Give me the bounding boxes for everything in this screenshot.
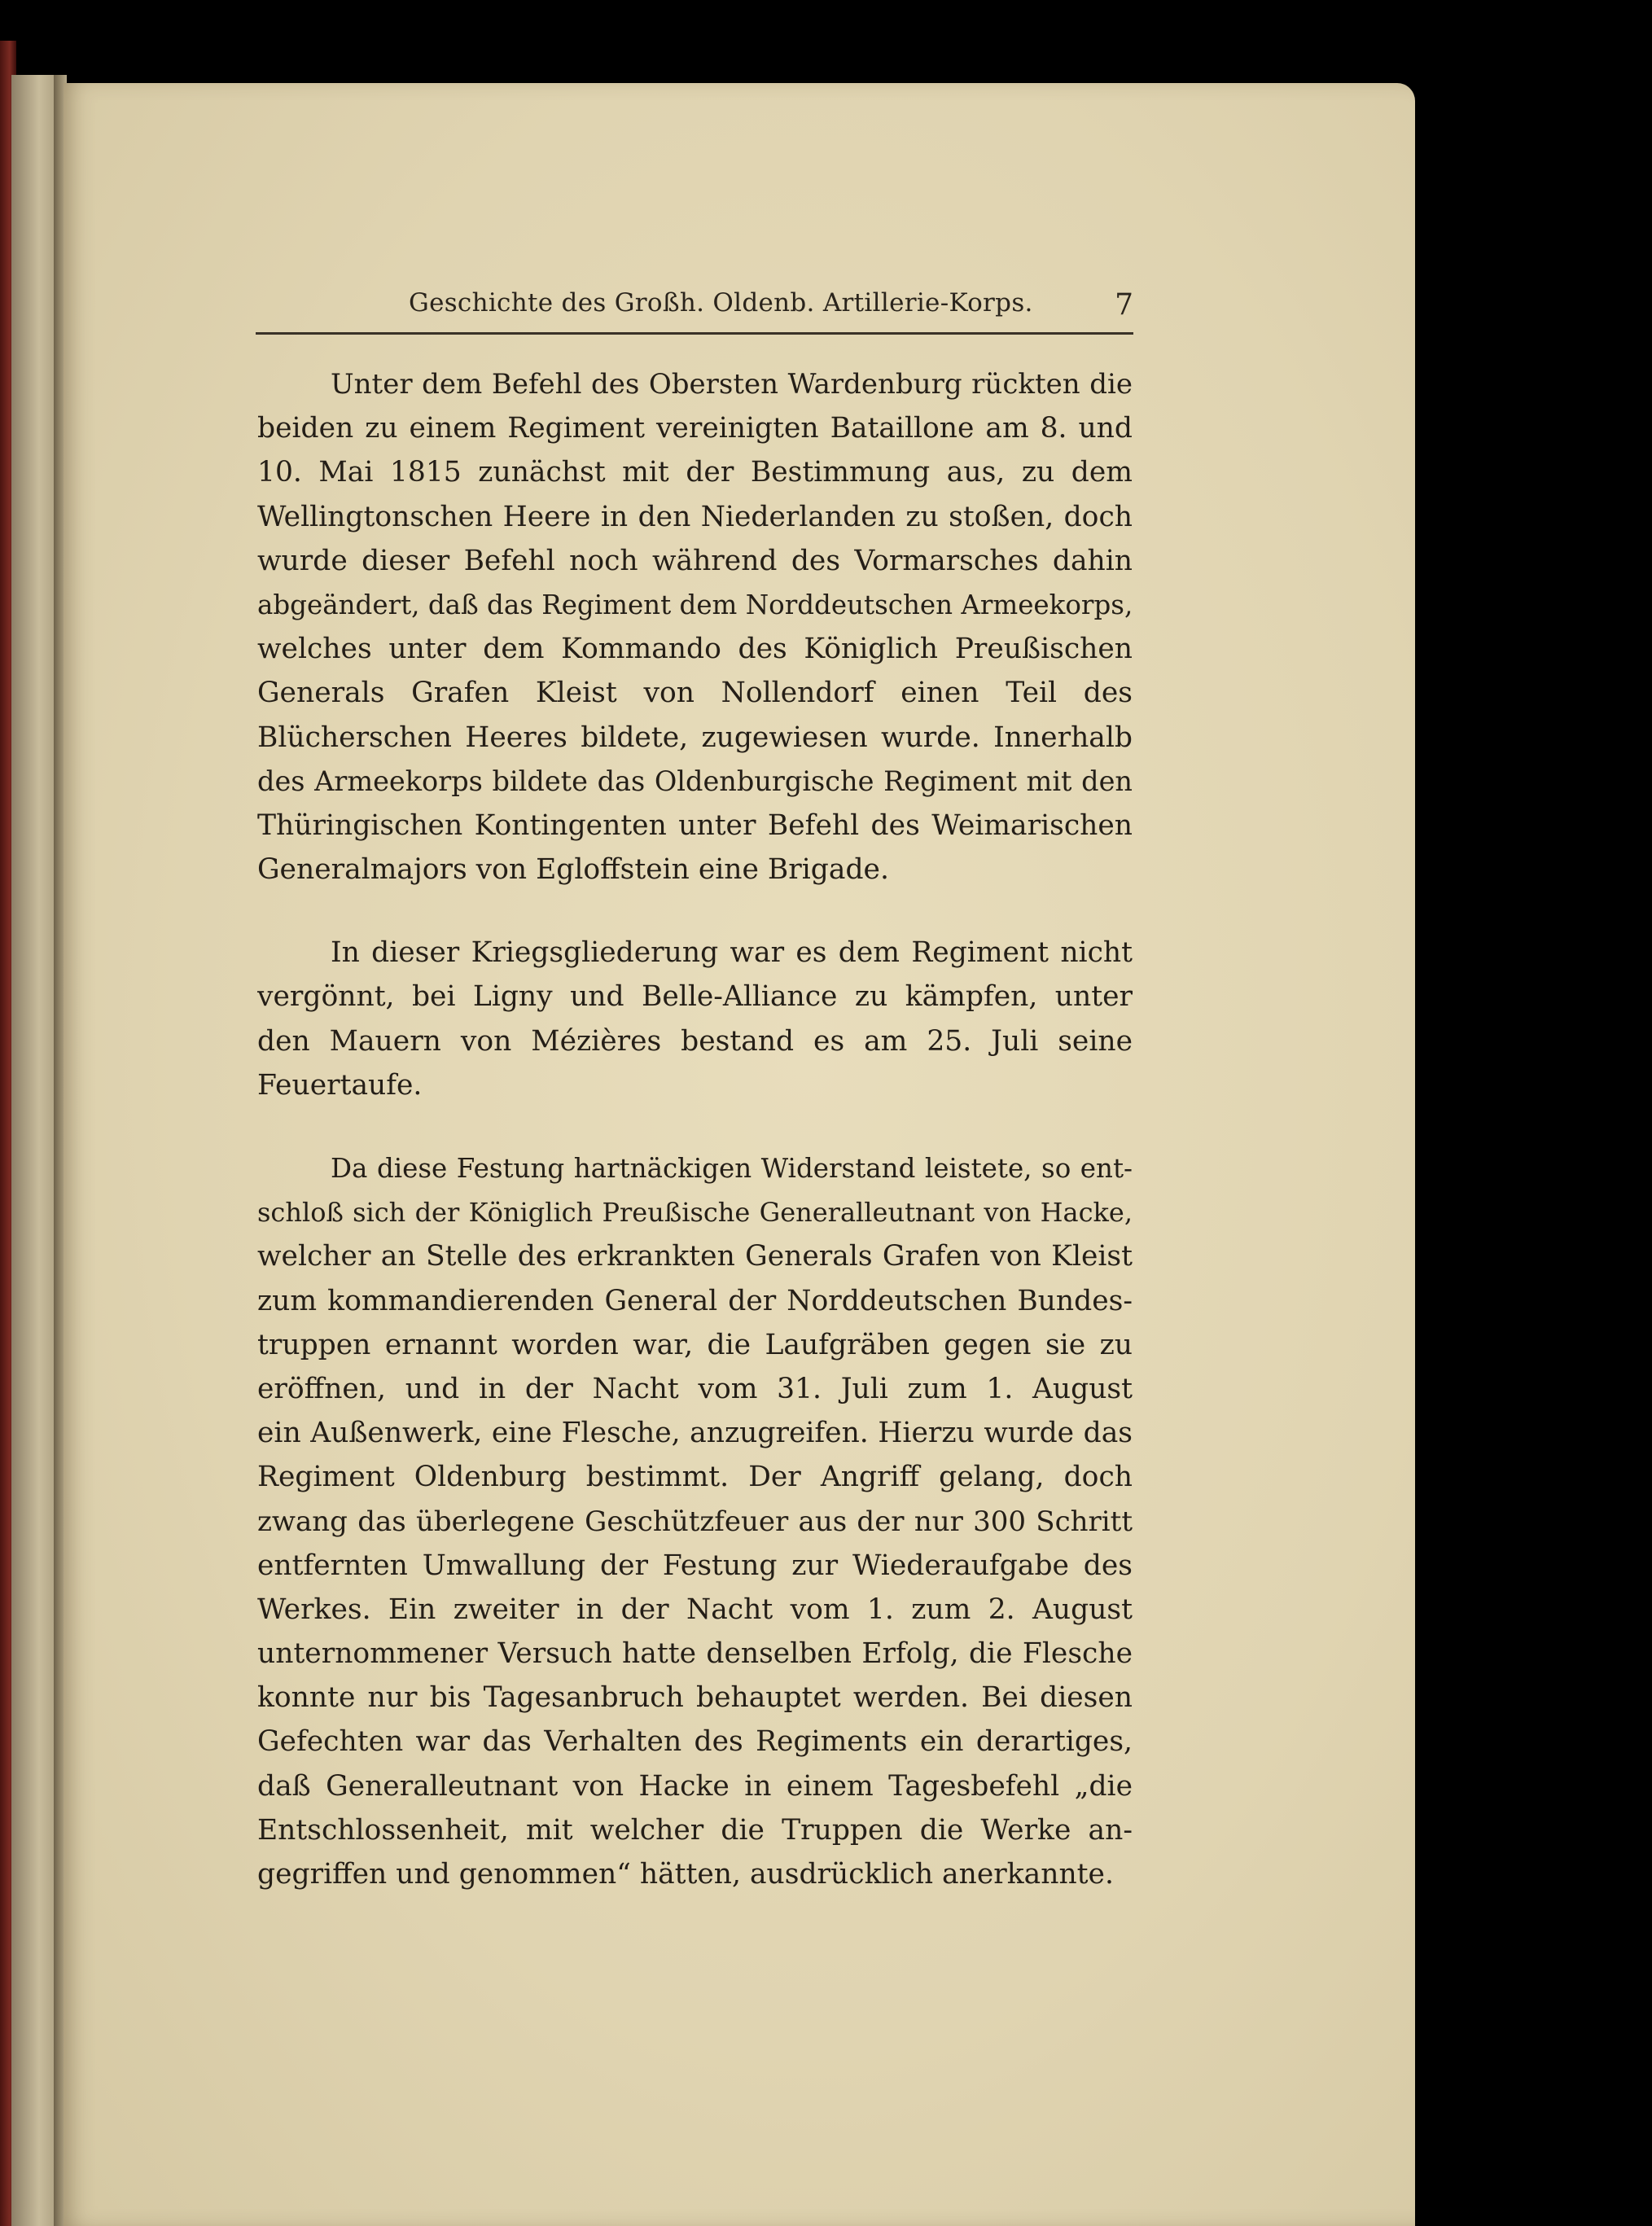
text-line: Unter dem Befehl des Obersten Wardenburg rückten die bbox=[331, 368, 1133, 401]
text-line: Generals Grafen Kleist von Nollendorf einen Teil des bbox=[257, 677, 1133, 710]
text-line: des Armeekorps bildete das Oldenburgische Regiment mit den bbox=[257, 765, 1133, 797]
text-line: Thüringischen Kontingenten unter Befehl des Weimarischen bbox=[257, 808, 1133, 842]
page-number: 7 bbox=[1115, 288, 1133, 322]
text-line: Gefechten war das Verhalten des Regiments ein derartiges, bbox=[257, 1725, 1133, 1759]
text-line: zum kommandierenden General der Norddeutschen Bundes- bbox=[257, 1284, 1133, 1317]
text-line: Werkes. Ein zweiter in der Nacht vom 1. zum 2. August bbox=[257, 1593, 1133, 1626]
text-line: Regiment Oldenburg bestimmt. Der Angriff gelang, doch bbox=[257, 1461, 1133, 1494]
running-header bbox=[254, 285, 1133, 332]
text-line: Blücherschen Heeres bildete, zugewiesen wurde. Innerhalb bbox=[257, 721, 1133, 754]
text-line: ein Außenwerk, eine Flesche, anzugreifen. Hierzu wurde das bbox=[257, 1417, 1133, 1450]
body-text bbox=[257, 362, 1133, 1896]
text-line: 10. Mai 1815 zunächst mit der Bestimmung aus, zu dem bbox=[257, 456, 1133, 489]
text-line: beiden zu einem Regiment vereinigten Bataillone am 8. und bbox=[257, 412, 1133, 445]
text-line: vergönnt, bei Ligny und Belle-Alliance zu kämpfen, unter bbox=[257, 980, 1133, 1014]
text-line: Da diese Festung hartnäckigen Widerstand leistete, so ent- bbox=[331, 1153, 1133, 1184]
text-line: abgeändert, daß das Regiment dem Norddeutschen Armeekorps, bbox=[257, 589, 1133, 620]
text-line: eröffnen, und in der Nacht vom 31. Juli zum 1. August bbox=[257, 1372, 1133, 1405]
paragraph-2 bbox=[257, 931, 1133, 1107]
text-line: den Mauern von Mézières bestand es am 25. Juli seine bbox=[257, 1024, 1133, 1058]
text-line: truppen ernannt worden war, die Laufgräben gegen sie zu bbox=[257, 1328, 1133, 1361]
text-line: Generalmajors von Egloffstein eine Brigade. bbox=[257, 853, 889, 887]
text-line: unternommener Versuch hatte denselben Erfolg, die Flesche bbox=[257, 1637, 1133, 1671]
text-line: Entschlossenheit, mit welcher die Truppen die Werke an- bbox=[257, 1813, 1133, 1847]
text-line: In dieser Kriegsgliederung war es dem Regiment nicht bbox=[331, 936, 1133, 970]
text-line: schloß sich der Königlich Preußische Generalleutnant von Hacke, bbox=[257, 1197, 1133, 1229]
header-rule bbox=[256, 332, 1133, 335]
paragraph-3 bbox=[257, 1146, 1133, 1896]
text-line: entfernten Umwallung der Festung zur Wiederaufgabe des bbox=[257, 1549, 1133, 1582]
text-line: konnte nur bis Tagesanbruch behauptet werden. Bei diesen bbox=[257, 1681, 1133, 1715]
text-line: Wellingtonschen Heere in den Niederlanden zu stoßen, doch bbox=[257, 500, 1133, 533]
text-line: gegriffen und genommen“ hätten, ausdrücklich anerkannte. bbox=[257, 1858, 1114, 1891]
text-line: Feuertaufe. bbox=[257, 1068, 423, 1102]
text-line: zwang das überlegene Geschützfeuer aus der nur 300 Schritt bbox=[257, 1505, 1133, 1538]
running-title: Geschichte des Großh. Oldenb. Artillerie-Korps. bbox=[409, 288, 1033, 318]
paragraph-1 bbox=[257, 362, 1133, 892]
text-line: wurde dieser Befehl noch während des Vormarsches dahin bbox=[257, 544, 1133, 577]
text-line: welches unter dem Kommando des Königlich Preußischen bbox=[257, 633, 1133, 666]
text-line: daß Generalleutnant von Hacke in einem Tagesbefehl „die bbox=[257, 1769, 1133, 1803]
text-line: welcher an Stelle des erkrankten Generals Grafen von Kleist bbox=[257, 1240, 1133, 1273]
